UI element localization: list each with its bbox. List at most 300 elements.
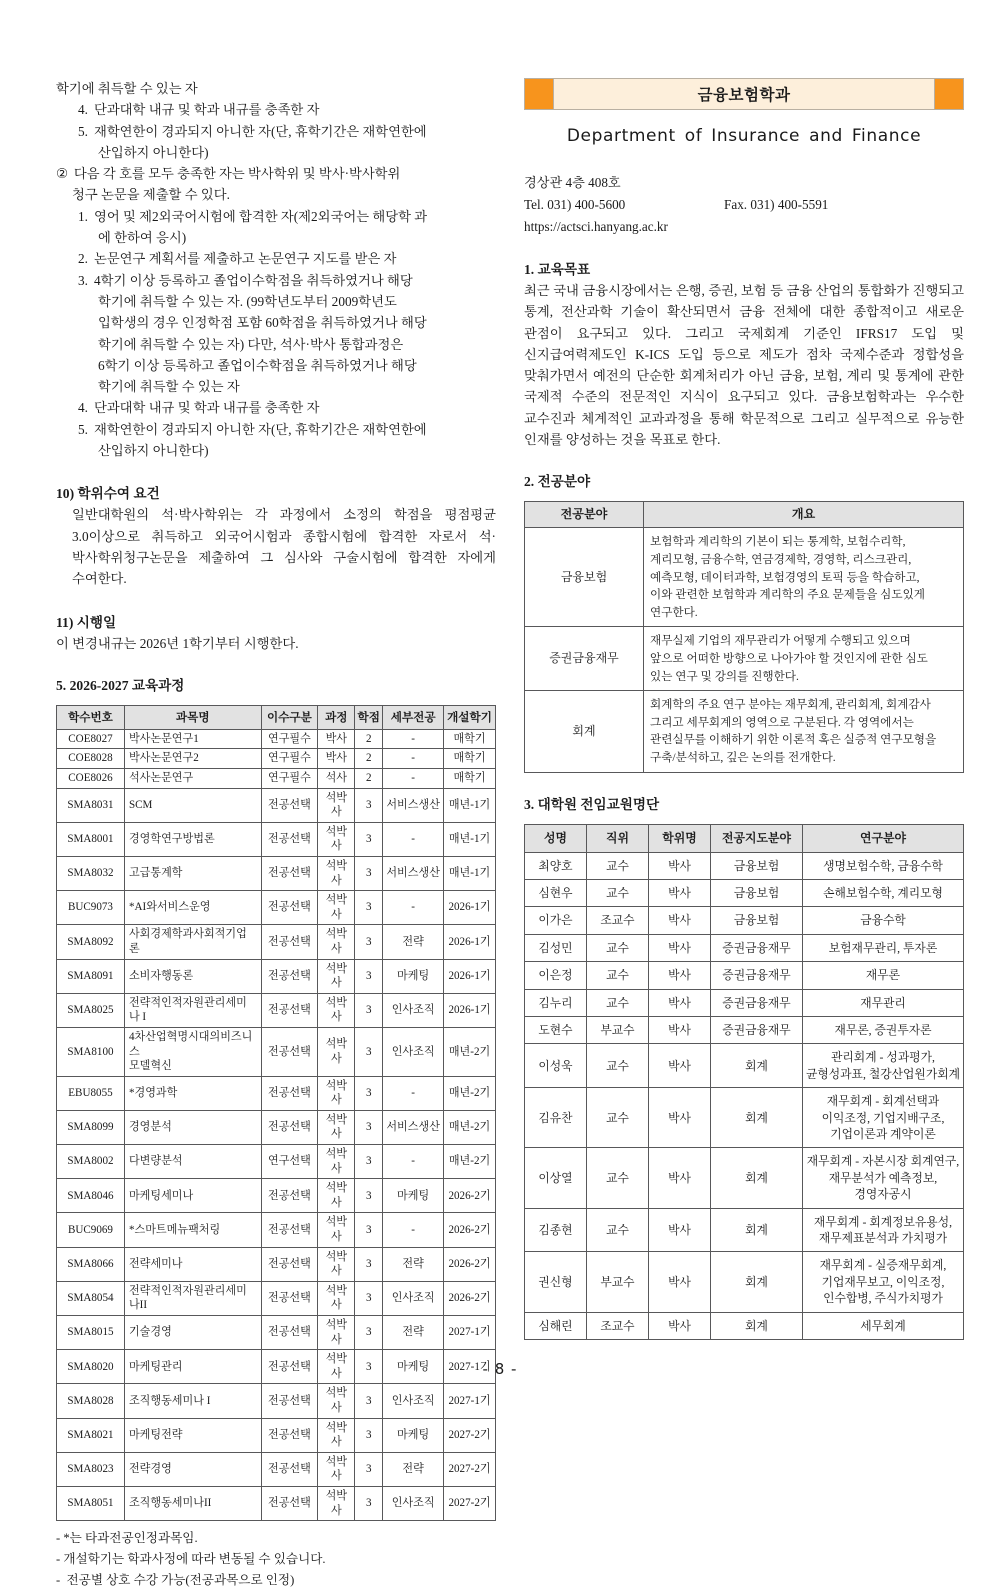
cell-name: 조직행동세미나 I (124, 1384, 261, 1418)
cell-semester: 2026-1기 (444, 891, 496, 925)
cell-degree: 박사 (649, 879, 711, 906)
cell-rank: 교수 (587, 962, 649, 989)
cell-name: 박사논문연구1 (124, 729, 261, 749)
table-row (57, 1247, 496, 1281)
cell-advising-field: 증권금융재무 (711, 1016, 803, 1043)
cell-semester: 2026-2기 (444, 1247, 496, 1281)
table-row (57, 1384, 496, 1418)
cell-advising-field: 회계 (711, 1044, 803, 1088)
cell-overview: 재무실제 기업의 재무관리가 어떻게 수행되고 있으며 앞으로 어떠한 방향으로 나아가야 할 것인지에 관한 심도 있는 연구 및 강의를 진행한다. (644, 627, 964, 691)
cell-degree: 박사 (649, 1016, 711, 1043)
col-header-advising-field: 전공지도분야 (711, 824, 803, 852)
cell-semester: 2027-2기 (444, 1486, 496, 1520)
table-row (57, 1076, 496, 1110)
cell-track: 서비스생산 (383, 856, 444, 890)
cell-degree: 박사 (649, 1044, 711, 1088)
cell-semester: 매년-2기 (444, 1145, 496, 1179)
cell-code: SMA8066 (57, 1247, 125, 1281)
cell-code: SMA8021 (57, 1418, 125, 1452)
cell-name: *AI와서비스운영 (124, 891, 261, 925)
cell-name: 이가은 (525, 907, 587, 934)
list-item (56, 270, 496, 291)
cell-name: 4차산업혁명시대의비즈니스 모델혁신 (124, 1027, 261, 1076)
cell-code: SMA8054 (57, 1281, 125, 1315)
banner-accent-left-icon (525, 79, 554, 109)
cell-code: BUC9069 (57, 1213, 125, 1247)
cell-credit: 3 (355, 959, 383, 993)
cell-name: 경영학연구방법론 (124, 822, 261, 856)
table-row (525, 1252, 964, 1312)
list-item (56, 419, 496, 440)
table-row (525, 934, 964, 961)
cell-name: 조직행동세미나II (124, 1486, 261, 1520)
cell-code: SMA8015 (57, 1316, 125, 1350)
list-item (56, 121, 496, 142)
list-text-continued: 학기에 취득할 수 있는 자) 다만, 석사·박사 통합과정은 (98, 336, 404, 352)
cell-semester: 2026-2기 (444, 1213, 496, 1247)
phone-row (524, 194, 964, 216)
cell-code: COE8028 (57, 749, 125, 769)
table-row (525, 989, 964, 1016)
cell-credit: 3 (355, 1281, 383, 1315)
cell-program: 석박사 (318, 1027, 355, 1076)
cell-type: 전공선택 (261, 891, 318, 925)
cell-name: 소비자행동론 (124, 959, 261, 993)
cell-name: 전략적인적자원관리세미나 I (124, 993, 261, 1027)
cell-type: 전공선택 (261, 925, 318, 959)
cell-semester: 매학기 (444, 749, 496, 769)
department-banner (524, 78, 964, 110)
cell-program: 석박사 (318, 856, 355, 890)
table-row (57, 1027, 496, 1076)
cell-degree: 박사 (649, 907, 711, 934)
cell-type: 전공선택 (261, 1110, 318, 1144)
cell-program: 박사 (318, 729, 355, 749)
cell-name: 마케팅관리 (124, 1350, 261, 1384)
table-row (525, 962, 964, 989)
cell-track: 마케팅 (383, 1418, 444, 1452)
table-row (57, 769, 496, 789)
cell-semester: 매년-1기 (444, 856, 496, 890)
table-row (57, 1418, 496, 1452)
cell-overview: 보험학과 계리학의 기본이 되는 통계학, 보험수리학, 계리모형, 금융수학, 연금경제학, 경영학, 리스크관리, 예측모형, 데이터과학, 보험경영의 토픽 등을 학습하고, 이와 관련한 보험학과 계리학의 주요 문제들을 심도있게 연구한다. (644, 528, 964, 627)
clause-item (56, 163, 496, 184)
cell-code: COE8026 (57, 769, 125, 789)
list-text-continued: 입학생의 경우 인정학점 포함 60학점을 취득하였거나 해당 (98, 315, 427, 331)
cell-advising-field: 회계 (711, 1148, 803, 1208)
cell-track: - (383, 822, 444, 856)
cell-type: 전공선택 (261, 993, 318, 1027)
table-row (57, 856, 496, 890)
faculty-title: 3. 대학원 전임교원명단 (524, 796, 660, 812)
cell-name: 최양호 (525, 852, 587, 879)
cell-track: 서비스생산 (383, 1110, 444, 1144)
cell-track: - (383, 769, 444, 789)
col-header-type: 이수구분 (261, 705, 318, 729)
cell-program: 석박사 (318, 891, 355, 925)
cell-credit: 3 (355, 1350, 383, 1384)
cell-advising-field: 회계 (711, 1252, 803, 1312)
col-header-semester: 개설학기 (444, 705, 496, 729)
faculty-table-body (525, 852, 964, 1340)
cell-degree: 박사 (649, 934, 711, 961)
col-header-code: 학수번호 (57, 705, 125, 729)
cell-field: 금융보험 (525, 528, 644, 627)
table-row (57, 729, 496, 749)
list-marker: 2. (78, 251, 88, 267)
cell-credit: 2 (355, 749, 383, 769)
cell-program: 석박사 (318, 1076, 355, 1110)
cell-name: 이성욱 (525, 1044, 587, 1088)
cell-program: 석박사 (318, 1384, 355, 1418)
note-line: - 개설학기는 학과사정에 따라 변동될 수 있습니다. (56, 1552, 326, 1567)
cell-type: 전공선택 (261, 1418, 318, 1452)
col-header-program: 과정 (318, 705, 355, 729)
cell-rank: 조교수 (587, 907, 649, 934)
cell-name: 다변량분석 (124, 1145, 261, 1179)
cell-type: 연구필수 (261, 749, 318, 769)
cell-semester: 2027-2기 (444, 1452, 496, 1486)
cell-type: 전공선택 (261, 1316, 318, 1350)
list-text-continued: 산입하지 아니한다) (98, 144, 209, 160)
cell-code: SMA8031 (57, 788, 125, 822)
col-header-credit: 학점 (355, 705, 383, 729)
cell-name: 심현우 (525, 879, 587, 906)
cell-credit: 3 (355, 1418, 383, 1452)
objective-body: 최근 국내 금융시장에서는 은행, 증권, 보험 등 금융 산업의 통합화가 진행되고 통계, 전산과학 기술이 확산되면서 금융 전체에 대한 종합적이고 새로운 관점이 요구되고 있다. 그리고 국제회계 기준인 IFRS17 도입 및 신지급여력제도인 K-ICS 도입 등으로 제도가 점차 국제수준과 정합성을 맞춰가면서 예전의 단순한 회계처리가 아닌 금융, 보험, 계리 및 통계에 관한 국제적 수준의 전문적인 지식이 요구되고 있다. 금융보험학과는 우수한 교수진과 체계적인 교과과정을 통해 학문적으로 그리고 실무적으로 유능한 인재를 양성하는 것을 목표로 한다. (524, 283, 964, 448)
cell-track: 인사조직 (383, 993, 444, 1027)
cell-credit: 3 (355, 1316, 383, 1350)
cell-research-field: 재무회계 - 자본시장 회계연구, 재무분석가 예측정보, 경영자공시 (803, 1148, 964, 1208)
cell-name: 도현수 (525, 1016, 587, 1043)
cell-research-field: 금융수학 (803, 907, 964, 934)
cell-name: 전략경영 (124, 1452, 261, 1486)
cell-type: 연구필수 (261, 729, 318, 749)
curriculum-table (56, 705, 496, 1521)
cell-degree: 박사 (649, 989, 711, 1016)
cell-semester: 매년-2기 (444, 1027, 496, 1076)
table-row (525, 1088, 964, 1148)
cell-semester: 2027-1기 (444, 1316, 496, 1350)
cell-credit: 3 (355, 925, 383, 959)
table-row (57, 993, 496, 1027)
cell-name: SCM (124, 788, 261, 822)
cell-semester: 매년-2기 (444, 1076, 496, 1110)
cell-credit: 3 (355, 993, 383, 1027)
cell-name: 김누리 (525, 989, 587, 1016)
cell-name: 마케팅세미나 (124, 1179, 261, 1213)
table-row (525, 1044, 964, 1088)
cell-semester: 2026-1기 (444, 993, 496, 1027)
cell-type: 전공선택 (261, 1281, 318, 1315)
cell-semester: 2026-2기 (444, 1281, 496, 1315)
cell-code: SMA8032 (57, 856, 125, 890)
list-item (56, 99, 496, 120)
cell-code: SMA8051 (57, 1486, 125, 1520)
table-row (525, 852, 964, 879)
cell-code: COE8027 (57, 729, 125, 749)
table-row (525, 907, 964, 934)
cell-type: 전공선택 (261, 856, 318, 890)
website-link[interactable]: https://actsci.hanyang.ac.kr (524, 219, 668, 234)
cell-credit: 3 (355, 1179, 383, 1213)
list-text: 재학연한이 경과되지 아니한 자(단, 휴학기간은 재학연한에 (93, 123, 427, 139)
cell-credit: 3 (355, 822, 383, 856)
clause-text-continued: 청구 논문을 제출할 수 있다. (72, 187, 230, 203)
table-row (57, 1281, 496, 1315)
cell-code: SMA8100 (57, 1027, 125, 1076)
table-row (57, 1486, 496, 1520)
cell-rank: 조교수 (587, 1312, 649, 1339)
cell-degree: 박사 (649, 962, 711, 989)
cell-code: SMA8002 (57, 1145, 125, 1179)
cell-advising-field: 회계 (711, 1208, 803, 1252)
cell-name: 박사논문연구2 (124, 749, 261, 769)
cell-track: - (383, 1213, 444, 1247)
cell-degree: 박사 (649, 1148, 711, 1208)
cell-program: 석박사 (318, 1418, 355, 1452)
cell-program: 석사 (318, 769, 355, 789)
clause-text: 다음 각 호를 모두 충족한 자는 박사학위 및 박사·박사학위 (73, 166, 401, 182)
cell-credit: 2 (355, 729, 383, 749)
clause-marker: ② (56, 166, 68, 182)
table-row (57, 891, 496, 925)
cell-advising-field: 금융보험 (711, 852, 803, 879)
cell-code: SMA8099 (57, 1110, 125, 1144)
cell-research-field: 재무관리 (803, 989, 964, 1016)
list-text-continued: 6학기 이상 등록하고 졸업이수학점을 취득하였거나 해당 (98, 357, 417, 373)
cell-type: 전공선택 (261, 959, 318, 993)
list-marker: 5. (78, 123, 88, 139)
cell-track: - (383, 891, 444, 925)
cell-program: 석박사 (318, 925, 355, 959)
cell-semester: 2026-1기 (444, 959, 496, 993)
cell-degree: 박사 (649, 1252, 711, 1312)
cell-name: 이은정 (525, 962, 587, 989)
cell-program: 석박사 (318, 822, 355, 856)
cell-credit: 3 (355, 1110, 383, 1144)
cell-track: 전략 (383, 925, 444, 959)
cell-type: 전공선택 (261, 1452, 318, 1486)
cell-research-field: 세무회계 (803, 1312, 964, 1339)
cell-program: 석박사 (318, 1110, 355, 1144)
cell-field: 회계 (525, 691, 644, 772)
cell-semester: 매년-1기 (444, 788, 496, 822)
table-row (57, 925, 496, 959)
cell-research-field: 재무회계 - 실증재무회계, 기업재무보고, 이익조정, 인수합병, 주식가치평가 (803, 1252, 964, 1312)
list-text-continued: 산입하지 아니한다) (98, 443, 209, 459)
cell-type: 전공선택 (261, 1247, 318, 1281)
cell-program: 석박사 (318, 1452, 355, 1486)
cell-program: 석박사 (318, 1350, 355, 1384)
cell-rank: 교수 (587, 1208, 649, 1252)
table-row (57, 1452, 496, 1486)
cell-research-field: 재무회계 - 회계선택과 이익조정, 기업지배구조, 기업이론과 계약이론 (803, 1088, 964, 1148)
cell-degree: 박사 (649, 1208, 711, 1252)
cell-advising-field: 증권금융재무 (711, 962, 803, 989)
list-item (56, 248, 496, 269)
contact-block (524, 172, 964, 238)
cell-rank: 교수 (587, 852, 649, 879)
cell-track: - (383, 729, 444, 749)
cell-type: 전공선택 (261, 1350, 318, 1384)
cell-overview: 회계학의 주요 연구 분야는 재무회계, 관리회계, 회계감사 그리고 세무회계의 영역으로 구분된다. 각 영역에서는 관련실무를 이해하기 위한 이론적 혹은 실증적 연구모형을 구축/분석하고, 깊은 논의를 전개한다. (644, 691, 964, 772)
cell-semester: 매학기 (444, 729, 496, 749)
cell-credit: 3 (355, 1027, 383, 1076)
table-row (57, 788, 496, 822)
cell-credit: 3 (355, 1145, 383, 1179)
list-marker: 5. (78, 421, 88, 437)
cell-advising-field: 금융보험 (711, 879, 803, 906)
cell-program: 석박사 (318, 1247, 355, 1281)
section-11-body: 이 변경내규는 2026년 1학기부터 시행한다. (56, 635, 299, 651)
cell-program: 석박사 (318, 1213, 355, 1247)
cell-name: 김성민 (525, 934, 587, 961)
major-fields-title: 2. 전공분야 (524, 474, 591, 490)
table-row (525, 691, 964, 772)
cell-research-field: 재무론, 증권투자론 (803, 1016, 964, 1043)
col-header-degree: 학위명 (649, 824, 711, 852)
cell-name: 경영분석 (124, 1110, 261, 1144)
cell-semester: 2027-1기 (444, 1350, 496, 1384)
cell-rank: 교수 (587, 1044, 649, 1088)
col-header-field: 전공분야 (525, 502, 644, 528)
cell-research-field: 손해보험수학, 계리모형 (803, 879, 964, 906)
table-row (525, 1148, 964, 1208)
cell-track: 마케팅 (383, 1350, 444, 1384)
cell-type: 전공선택 (261, 788, 318, 822)
list-marker: 4. (78, 400, 88, 416)
cell-credit: 3 (355, 1452, 383, 1486)
cell-semester: 매년-2기 (444, 1110, 496, 1144)
cell-research-field: 생명보험수학, 금융수학 (803, 852, 964, 879)
cell-name: 마케팅전략 (124, 1418, 261, 1452)
cell-name: 기술경영 (124, 1316, 261, 1350)
cell-program: 석박사 (318, 1316, 355, 1350)
table-row (525, 1312, 964, 1339)
right-column (524, 78, 964, 1340)
table-row (525, 528, 964, 627)
list-marker: 1. (78, 208, 88, 224)
list-item (56, 206, 496, 227)
col-header-name: 과목명 (124, 705, 261, 729)
cell-track: 서비스생산 (383, 788, 444, 822)
cell-type: 전공선택 (261, 1486, 318, 1520)
cell-name: 권신형 (525, 1252, 587, 1312)
cell-name: 고급통계학 (124, 856, 261, 890)
cell-rank: 교수 (587, 934, 649, 961)
cell-semester: 매년-1기 (444, 822, 496, 856)
cell-code: SMA8046 (57, 1179, 125, 1213)
col-header-track: 세부전공 (383, 705, 444, 729)
list-text: 4학기 이상 등록하고 졸업이수학점을 취득하였거나 해당 (93, 272, 413, 288)
cell-type: 전공선택 (261, 1213, 318, 1247)
cell-name: 김종현 (525, 1208, 587, 1252)
cell-credit: 3 (355, 1247, 383, 1281)
section-10-title: 10) 학위수여 요건 (56, 486, 160, 502)
list-text: 영어 및 제2외국어시험에 합격한 자(제2외국어는 해당학 과 (93, 208, 428, 224)
cell-degree: 박사 (649, 852, 711, 879)
cell-semester: 2027-1기 (444, 1384, 496, 1418)
list-text-continued: 에 한하여 응시) (98, 230, 187, 246)
section-11-title: 11) 시행일 (56, 614, 117, 630)
page-number: - 8 - (482, 1360, 518, 1378)
cell-name: 전략세미나 (124, 1247, 261, 1281)
table-header-row (525, 502, 964, 528)
list-text-continued: 학기에 취득할 수 있는 자. (99학년도부터 2009학년도 (98, 293, 397, 309)
fax: Fax. 031) 400-5591 (724, 197, 829, 212)
cell-semester: 매학기 (444, 769, 496, 789)
table-row (525, 1208, 964, 1252)
cell-research-field: 재무론 (803, 962, 964, 989)
cell-name: 이상열 (525, 1148, 587, 1208)
cell-name: 석사논문연구 (124, 769, 261, 789)
banner-accent-right-icon (934, 79, 963, 109)
cell-credit: 2 (355, 769, 383, 789)
cell-field: 증권금융재무 (525, 627, 644, 691)
cell-name: *스마트메뉴팩처링 (124, 1213, 261, 1247)
cell-track: 전략 (383, 1452, 444, 1486)
cell-code: SMA8023 (57, 1452, 125, 1486)
cell-track: 마케팅 (383, 959, 444, 993)
curriculum-title: 5. 2026-2027 교육과정 (56, 677, 185, 693)
cell-research-field: 관리회계 - 성과평가, 균형성과표, 철강산업원가회계 (803, 1044, 964, 1088)
cell-research-field: 재무회계 - 회계정보유용성, 재무제표분석과 가치평가 (803, 1208, 964, 1252)
list-marker: 4. (78, 102, 88, 118)
objective-title: 1. 교육목표 (524, 262, 591, 277)
cell-track: - (383, 1076, 444, 1110)
curriculum-table-body (57, 729, 496, 1520)
table-row (57, 1179, 496, 1213)
cell-semester: 2027-2기 (444, 1418, 496, 1452)
curriculum-notes (56, 1528, 496, 1591)
col-header-rank: 직위 (587, 824, 649, 852)
cell-credit: 3 (355, 788, 383, 822)
cell-track: 인사조직 (383, 1486, 444, 1520)
department-name-en: Department of Insurance and Finance (566, 126, 922, 146)
list-text: 단과대학 내규 및 학과 내규를 충족한 자 (93, 400, 320, 416)
cell-credit: 3 (355, 1384, 383, 1418)
cell-degree: 박사 (649, 1088, 711, 1148)
cell-program: 석박사 (318, 1179, 355, 1213)
table-row (525, 879, 964, 906)
list-text: 단과대학 내규 및 학과 내규를 충족한 자 (93, 102, 320, 118)
cell-track: - (383, 749, 444, 769)
cell-type: 전공선택 (261, 822, 318, 856)
cell-type: 연구선택 (261, 1145, 318, 1179)
cell-credit: 3 (355, 856, 383, 890)
telephone: Tel. 031) 400-5600 (524, 197, 626, 212)
cell-rank: 부교수 (587, 1252, 649, 1312)
cell-advising-field: 증권금융재무 (711, 934, 803, 961)
cell-rank: 부교수 (587, 1016, 649, 1043)
cell-credit: 3 (355, 1213, 383, 1247)
table-row (57, 1110, 496, 1144)
cell-track: 인사조직 (383, 1027, 444, 1076)
cell-name: 심해린 (525, 1312, 587, 1339)
note-line: - *는 타과전공인정과목임. (56, 1531, 198, 1546)
cell-track: - (383, 1145, 444, 1179)
cell-program: 석박사 (318, 1281, 355, 1315)
cell-advising-field: 금융보험 (711, 907, 803, 934)
continued-text: 학기에 취득할 수 있는 자 (56, 81, 198, 96)
cell-code: SMA8001 (57, 822, 125, 856)
cell-semester: 2026-1기 (444, 925, 496, 959)
table-row (57, 822, 496, 856)
cell-code: SMA8092 (57, 925, 125, 959)
cell-research-field: 보험재무관리, 투자론 (803, 934, 964, 961)
cell-name: 전략적인적자원관리세미나II (124, 1281, 261, 1315)
